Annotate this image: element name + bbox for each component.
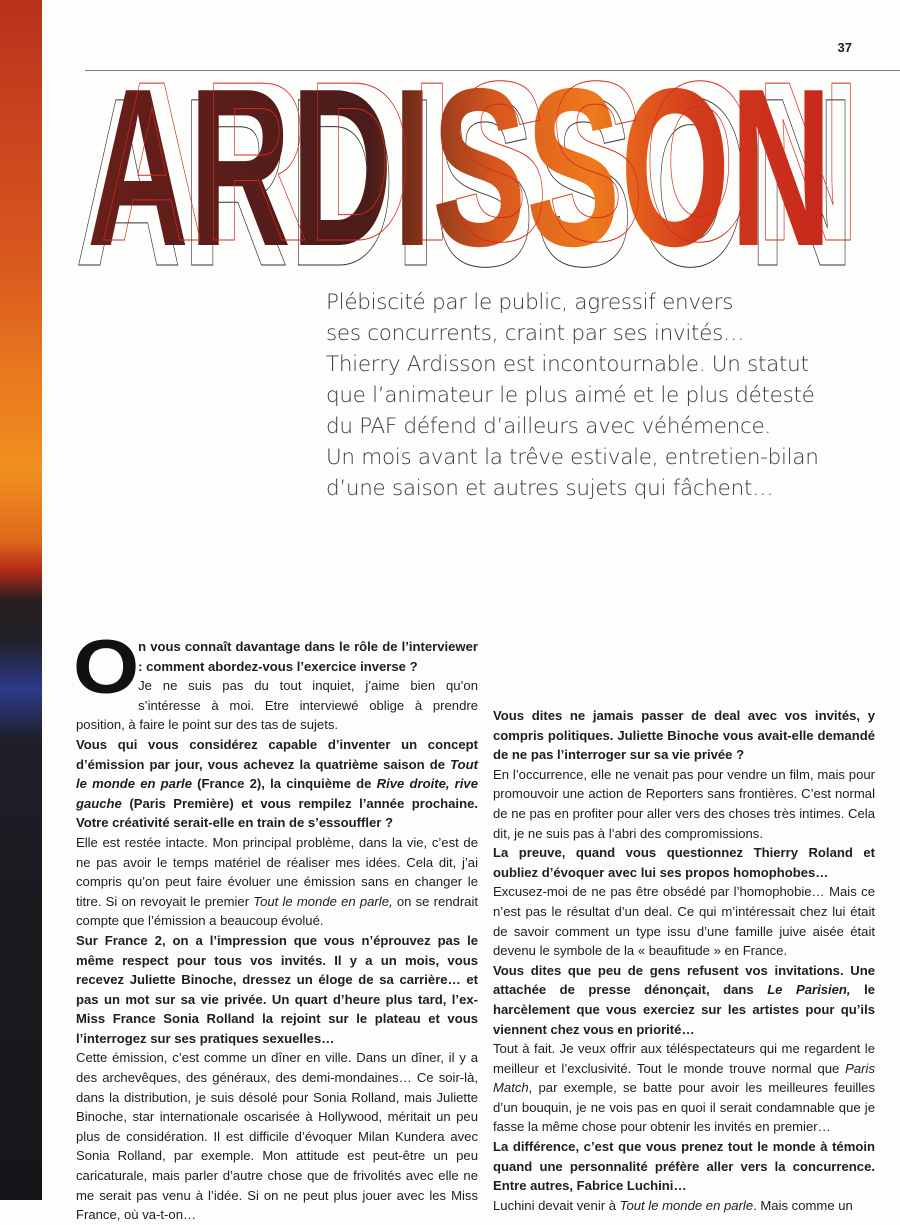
lede-line: Un mois avant la trêve estivale, entretien-bilan	[326, 445, 819, 470]
headline-filled: ARDISSON	[87, 41, 832, 293]
show-title: Tout le monde en parle	[76, 756, 478, 792]
interview-answer	[76, 833, 478, 931]
lede-line: d’une saison et autres sujets qui fâchent…	[326, 476, 774, 501]
question-text: le harcèlement que vous exerciez sur les artistes pour qu’ils viennent chez vous en priorité…	[493, 982, 875, 1037]
answer-text: Luchini devait venir à	[493, 1197, 620, 1213]
interview-question: La différence, c’est que vous prenez tout le monde à témoin quand une personnalité préfère aller vers la concurrence. Entre autres, Fabrice Luchini…	[493, 1139, 875, 1194]
lede-line: ses concurrents, craint par ses invités…	[326, 321, 745, 346]
question-text: (Paris Première) et vous rempilez l’année prochaine. Votre créativité serait-elle en train de s’essouffler ?	[76, 795, 478, 831]
lede-line: du PAF défend d’ailleurs avec véhémence.	[326, 414, 771, 439]
newspaper-title: Le Parisien,	[767, 982, 851, 998]
answer-text: on se rendrait compte que l’émission a beaucoup évolué.	[76, 893, 479, 929]
show-title: Tout le monde en parle	[619, 1197, 754, 1213]
interview-question: La preuve, quand vous questionnez Thierry Roland et oubliez d’évoquer avec lui ses propos homophobes…	[493, 845, 875, 880]
interview-answer	[493, 1196, 875, 1216]
show-title: Rive droite, rive gauche	[76, 776, 478, 811]
show-title: Tout le monde en parle,	[253, 893, 393, 909]
magazine-title: Paris Match	[493, 1060, 875, 1096]
question-text: Vous qui vous considérez capable d’inventer un concept d’émission par jour, vous achevez la quatrième saison de	[76, 736, 478, 772]
lede-line: que l’animateur le plus aimé et le plus détesté	[326, 383, 815, 408]
interview-question: n vous connaît davantage dans le rôle de l’interviewer : comment abordez-vous l’exercice inverse ?	[138, 639, 478, 674]
article-column-right	[493, 706, 875, 1215]
interview-exchange	[73, 625, 478, 735]
answer-text: , par exemple, se batte pour avoir les meilleures feuilles d’un bouquin, je ne vois pas en quoi il serait condamnable que je fasse la même chose pour obtenir les invités en premier…	[493, 1080, 875, 1135]
interview-answer: Excusez-moi de ne pas être obsédé par l’homophobie… Mais ce n’est pas le résultat d’un deal. Ce qui m’intéressait chez lui était de savoir comment un type issu d’une famille juive aisée était devenu le symbole de la « beaufitude » en France.	[493, 884, 875, 959]
interview-question	[76, 735, 478, 833]
article-column-left	[73, 625, 479, 1225]
drop-cap: O	[73, 625, 140, 710]
question-text: Vous dites que peu de gens refusent vos invitations. Une attachée de presse dénonçait, dans	[493, 962, 875, 998]
interview-answer: Cette émission, c’est comme un dîner en ville. Dans un dîner, il y a des archevêques, des généraux, des demi-mondaines… Ce soir-là, dans la distribution, je suis désolé pour Sonia Rolland, mais Juliette Binoche, star internationale oscarisée à Hollywood, méritait un peu plus de considération. Il est difficile d’évoquer Milan Kundera avec Sonia Rolland, par exemple. Mon attitude est peut-être un peu caricaturale, mais parler d’autre chose que de frivolités avec elle ne me serait pas venu à l’idée. Si on ne peut plus jouer avec les Miss France, où va-t-on…	[76, 1050, 478, 1223]
question-text: (France 2), la cinquième de	[191, 776, 377, 792]
lede-line: Thierry Ardisson est incontournable. Un statut	[326, 352, 809, 377]
headline-outline-red: ARDISSON	[100, 35, 860, 289]
decorative-photo-strip	[0, 0, 42, 1200]
interview-question: Sur France 2, on a l’impression que vous n’éprouvez pas le même respect pour tous vos invités. Il y a un mois, vous recevez Juliette Binoche, dressez un éloge de sa carrière… et pas un mot sur sa vie privée. Un quart d’heure plus tard, l’ex-Miss France Sonia Rolland la rejoint sur le plateau et vous l’interrogez sur ses pratiques sexuelles…	[76, 932, 478, 1046]
headline-outline-black: ARDISSON	[75, 48, 855, 316]
lede-paragraph	[326, 287, 886, 504]
answer-text: Elle est restée intacte. Mon principal problème, dans la vie, c’est de ne pas avoir le temps matériel de réaliser mes idées. Cela dit, j’ai compris qu’on peut faire évoluer une émission sans en changer le titre. Si on revoyait le premier	[76, 834, 478, 909]
interview-answer	[493, 1039, 875, 1137]
lede-line: Plébiscité par le public, agressif envers	[326, 290, 734, 315]
interview-question	[493, 961, 875, 1039]
answer-text: . Mais comme un	[753, 1197, 853, 1213]
answer-text: Tout à fait. Je veux offrir aux téléspectateurs qui me regardent le meilleur et l’exclusivité. Tout le monde trouve normal que	[493, 1041, 875, 1076]
interview-answer: En l’occurrence, elle ne venait pas pour vendre un film, mais pour promouvoir une action de Reporters sans frontières. C’est normal de ne pas en profiter pour aller vers des choses très intimes. Cela dit, je ne suis pas à l’abri des compromissions.	[493, 766, 875, 841]
page-number: 37	[837, 40, 852, 55]
interview-question: Vous dites ne jamais passer de deal avec vos invités, y compris politiques. Juliette Binoche vous avait-elle demandé de ne pas l’interroger sur sa vie privée ?	[493, 708, 875, 763]
interview-answer: Je ne suis pas du tout inquiet, j’aime bien qu’on s’intéresse à moi. Etre interviewé oblige à prendre position, à faire le point sur des tas de sujets.	[76, 678, 478, 733]
